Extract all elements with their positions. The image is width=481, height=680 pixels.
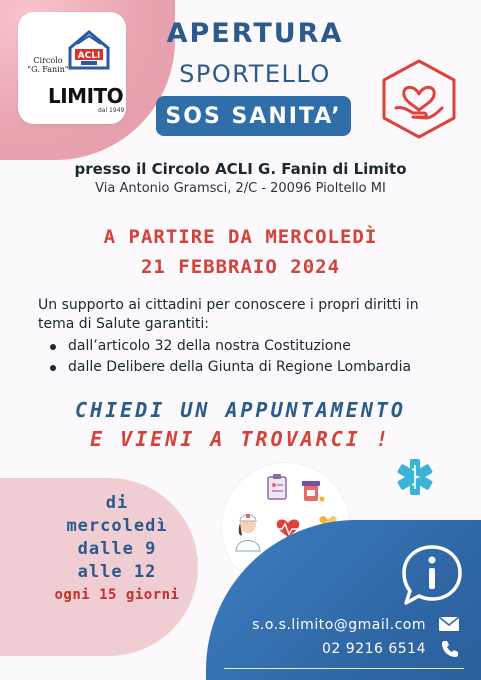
schedule-line: di	[105, 493, 129, 513]
schedule-line: mercoledì	[66, 516, 168, 536]
divider	[224, 668, 464, 669]
list-item: dall’articolo 32 della nostra Costituzione	[48, 336, 468, 357]
logo-circolo-text: Circolo "G. Fanin"	[27, 56, 69, 74]
start-date: 21 FEBBRAIO 2024	[140, 256, 341, 278]
schedule-block	[22, 492, 212, 607]
nurse-icon	[236, 514, 260, 551]
email-link[interactable]: s.o.s.limito@gmail.com	[252, 617, 426, 633]
rights-list	[48, 336, 468, 378]
cta-appointment: CHIEDI UN APPUNTAMENTO	[75, 398, 406, 422]
info-bubble-icon	[398, 543, 466, 607]
clipboard-icon	[268, 474, 286, 499]
logo-since-text: dal 1949	[98, 107, 125, 114]
list-item: dalle Delibere della Giunta di Regione Lombardia	[48, 357, 468, 378]
title-sos-sanita: SOS SANITA’	[165, 103, 342, 129]
cta-visit: E VIENI A TROVARCI !	[90, 427, 391, 451]
phone-icon	[440, 639, 460, 659]
acli-emblem-icon	[66, 28, 112, 74]
heart-in-hand-icon	[380, 58, 458, 140]
envelope-icon	[438, 616, 460, 632]
pill-bottle-icon	[302, 481, 325, 502]
title-apertura: APERTURA	[166, 18, 344, 49]
acli-logo	[18, 12, 126, 124]
schedule-frequency: ogni 15 giorni	[54, 587, 180, 603]
schedule-line: dalle 9	[77, 539, 157, 559]
title-sos-sanita-box	[156, 96, 351, 136]
star-of-life-icon	[395, 457, 435, 497]
venue-name: presso il Circolo ACLI G. Fanin di Limito	[74, 160, 407, 178]
logo-limito-text: LIMITO	[48, 84, 124, 108]
phone-link[interactable]: 02 9216 6514	[322, 641, 426, 657]
svg-text:ACLI: ACLI	[77, 51, 101, 61]
venue-address: Via Antonio Gramsci, 2/C - 20096 Pioltello MI	[95, 181, 386, 196]
title-sportello: SPORTELLO	[179, 60, 331, 88]
intro-text: Un supporto ai cittadini per conoscere i propri diritti in tema di Salute garantiti:	[38, 297, 419, 332]
schedule-line: alle 12	[77, 562, 157, 582]
start-line-1: A PARTIRE DA MERCOLEDÌ	[103, 226, 378, 248]
